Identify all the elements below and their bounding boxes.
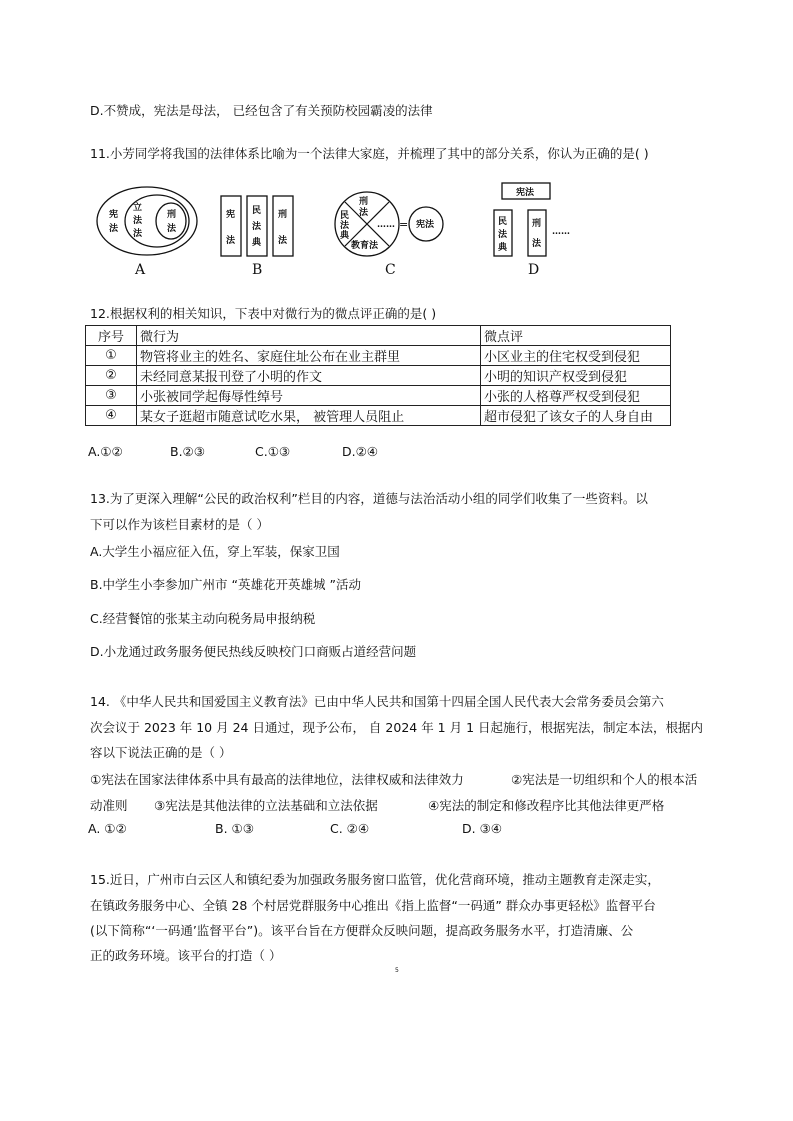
- row-comment: 小区业主的住宅权受到侵犯: [481, 346, 671, 366]
- q14-line1: 14. 《中华人民共和国爱国主义教育法》已由中华人民共和国第十四届全国人民代表大会常务委员会第六: [90, 694, 664, 709]
- page-number: 5: [395, 967, 399, 974]
- diagram-c-left-char2: 法: [340, 221, 350, 231]
- diagram-a-inner-char2: 法: [167, 224, 177, 234]
- diagram-c-top-char1: 刑: [359, 197, 369, 207]
- diagram-b-box2-char2: 法: [252, 222, 262, 232]
- row-number: ④: [86, 406, 137, 426]
- q12-option-d: D.②④: [342, 444, 379, 459]
- table-header-row: [86, 326, 671, 346]
- diagram-d-dots: ……: [552, 227, 570, 237]
- q14-statement-3: ③宪法是其他法律的立法基础和立法依据: [154, 798, 378, 813]
- q12-option-a: A.①②: [88, 444, 123, 459]
- diagram-a-label: A: [135, 262, 146, 278]
- q13-stem-line1: 13.为了更深入理解“公民的政治权利”栏目的内容，道德与法治活动小组的同学们收集了一些资料。以: [90, 491, 648, 506]
- diagram-a-inner-char1: 刑: [167, 210, 177, 220]
- q14-statement-2-cont: 动准则: [90, 798, 128, 813]
- diagram-c-left-char1: 民: [340, 211, 350, 221]
- row-behavior: 小张被同学起侮辱性绰号: [137, 386, 481, 406]
- q14-option-b: B. ①③: [215, 821, 254, 836]
- diagram-d-box2-char1: 刑: [532, 219, 542, 229]
- diagram-d-box1-char1: 民: [498, 217, 508, 227]
- q14-statement-1: ①宪法在国家法律体系中具有最高的法律地位，法律权威和法律效力: [90, 772, 464, 787]
- q15-line4: 正的政务环境。该平台的打造（ ）: [90, 948, 282, 963]
- header-behavior: 微行为: [137, 326, 481, 346]
- q13-stem-line2: 下可以作为该栏目素材的是（ ）: [90, 517, 269, 532]
- diagram-b-box1-char2: 法: [226, 236, 236, 246]
- rights-table: [85, 325, 671, 426]
- diagram-a: [95, 183, 205, 267]
- q12-stem: 12.根据权利的相关知识，下表中对微行为的微点评正确的是( ): [90, 306, 437, 321]
- q11-stem: 11.小芳同学将我国的法律体系比喻为一个法律大家庭，并梳理了其中的部分关系，你认为正确的是( ): [90, 146, 649, 161]
- q12-option-c: C.①③: [255, 444, 291, 459]
- diagram-b-box3-char2: 法: [278, 236, 288, 246]
- diagram-d-box2-char2: 法: [532, 239, 542, 249]
- q13-option-a: A.大学生小福应征入伍，穿上军装，保家卫国: [90, 544, 340, 559]
- header-comment: 微点评: [481, 326, 671, 346]
- diagram-a-middle-char2: 法: [133, 216, 143, 226]
- diagram-b-box2-char3: 典: [252, 238, 262, 248]
- diagram-d-box1-char2: 法: [498, 230, 508, 240]
- q13-option-d: D.小龙通过政务服务便民热线反映校门口商贩占道经营问题: [90, 644, 417, 659]
- diagram-c-right: ……: [377, 220, 395, 230]
- row-behavior: 物管将业主的姓名、家庭住址公布在业主群里: [137, 346, 481, 366]
- table-row: [86, 366, 671, 386]
- diagram-d-label: D: [528, 262, 540, 278]
- q10-option-d: D.不赞成，宪法是母法， 已经包含了有关预防校园霸凌的法律: [90, 103, 433, 118]
- q14-option-c: C. ②④: [330, 821, 370, 836]
- q14-option-a: A. ①②: [88, 821, 127, 836]
- q14-option-d: D. ③④: [462, 821, 502, 836]
- q13-option-b: B.中学生小李参加广州市 “英雄花开英雄城 ”活动: [90, 577, 361, 592]
- q14-line2: 次会议于 2023 年 10 月 24 日通过，现予公布， 自 2024 年 1 月 1 日起施行，根据宪法，制定本法，根据内: [90, 720, 703, 735]
- q12-option-b: B.②③: [170, 444, 205, 459]
- q15-line3: (以下简称“‘一码通’监督平台”)。该平台旨在方便群众反映问题，提高政务服务水平，打造清廉、公: [90, 923, 634, 938]
- q15-line2: 在镇政务服务中心、全镇 28 个村居党群服务中心推出《指上监督“一码通” 群众办事更轻松》监督平台: [90, 898, 656, 913]
- row-comment: 小明的知识产权受到侵犯: [481, 366, 671, 386]
- header-number: 序号: [86, 326, 137, 346]
- diagram-c-label: C: [385, 262, 396, 278]
- diagram-a-middle-char1: 立: [133, 203, 143, 213]
- table-row: [86, 386, 671, 406]
- diagram-d-top: 宪法: [516, 188, 535, 198]
- diagram-d-box1-char3: 典: [498, 243, 508, 253]
- diagram-b-box3-char1: 刑: [278, 210, 288, 220]
- diagram-c-top-char2: 法: [359, 208, 369, 218]
- diagram-c: [333, 190, 445, 262]
- row-number: ②: [86, 366, 137, 386]
- diagram-c-left-char3: 典: [340, 231, 350, 241]
- diagram-b-label: B: [252, 262, 263, 278]
- row-behavior: 未经同意某报刊登了小明的作文: [137, 366, 481, 386]
- q14-statement-2: ②宪法是一切组织和个人的根本活: [511, 772, 698, 787]
- diagram-b: [218, 193, 298, 263]
- diagram-c-result: 宪法: [416, 220, 435, 230]
- q14-line3: 容以下说法正确的是（ ）: [90, 745, 232, 760]
- row-number: ③: [86, 386, 137, 406]
- q13-option-c: C.经营餐馆的张某主动向税务局申报纳税: [90, 611, 316, 626]
- diagram-d: [488, 180, 588, 264]
- diagram-c-bottom: 教育法: [351, 241, 379, 251]
- diagram-b-box1-char1: 宪: [226, 210, 236, 220]
- diagram-a-outer-char1: 宪: [109, 210, 119, 220]
- diagram-a-middle-char3: 法: [133, 229, 143, 239]
- table-row: [86, 406, 671, 426]
- row-number: ①: [86, 346, 137, 366]
- diagram-b-box2-char1: 民: [252, 206, 262, 216]
- row-behavior: 某女子逛超市随意试吃水果， 被管理人员阻止: [137, 406, 481, 426]
- table-row: [86, 346, 671, 366]
- q14-statement-4: ④宪法的制定和修改程序比其他法律更严格: [428, 798, 665, 813]
- row-comment: 小张的人格尊严权受到侵犯: [481, 386, 671, 406]
- row-comment: 超市侵犯了该女子的人身自由: [481, 406, 671, 426]
- q15-line1: 15.近日，广州市白云区人和镇纪委为加强政务服务窗口监管，优化营商环境，推动主题教育走深走实，: [90, 872, 660, 887]
- diagram-a-outer-char2: 法: [109, 224, 119, 234]
- diagram-c-equals: =: [399, 218, 409, 231]
